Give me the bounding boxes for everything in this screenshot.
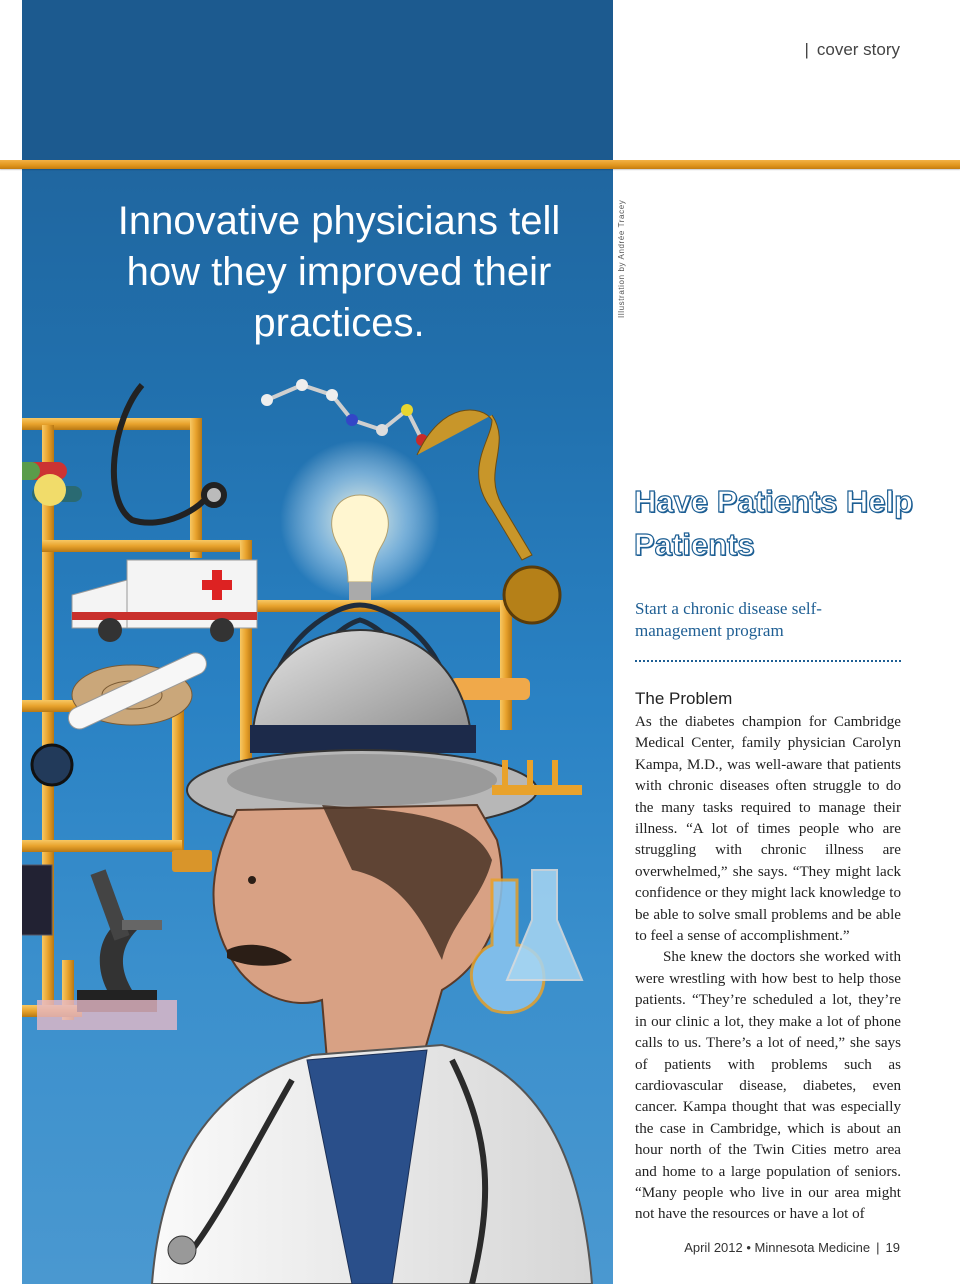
doctor-portrait	[152, 805, 592, 1284]
section-tag	[804, 40, 900, 60]
microscope	[37, 869, 177, 1030]
section-tag-label: cover story	[816, 40, 900, 59]
footer-separator: |	[876, 1240, 880, 1255]
article-body	[635, 712, 901, 1226]
section-heading-problem: The Problem	[635, 689, 733, 708]
page-number: 19	[885, 1240, 900, 1255]
article-subhead: Start a chronic disease self-management program	[635, 599, 822, 640]
orange-rule	[0, 160, 960, 169]
illustration-graphic	[22, 0, 613, 1284]
bowler-hat	[187, 630, 537, 830]
article-kicker: Have Patients Help Patients	[634, 484, 914, 562]
gear	[32, 745, 72, 785]
section-tag-bar: |	[804, 40, 809, 59]
ambulance	[72, 560, 257, 642]
light-bulb	[280, 440, 440, 600]
cover-illustration	[22, 0, 613, 1284]
body-paragraph: As the diabetes champion for Cambridge Medical Center, family physician Carolyn Kampa, M.D., was well-aware that patients with chronic diseases often struggle to do the many tasks required to manage their illness. “A lot of times people who are struggling with chronic illness are overwhelmed,” she says. “They might lack confidence or they might lack knowledge to be able to solve small problems and be able to feel a sense of accomplishment.”	[635, 714, 901, 945]
page-footer	[684, 1240, 900, 1255]
thermometer	[65, 649, 210, 732]
pill-capsules	[22, 462, 82, 506]
cover-headline: Innovative physicians tell how they improved their practices.	[117, 199, 561, 345]
dotted-divider	[635, 660, 901, 662]
illustration-credit: Illustration by Andrée Tracey	[617, 199, 626, 318]
xray-film	[22, 865, 52, 935]
molecule-model	[261, 379, 428, 446]
footer-issue: April 2012 • Minnesota Medicine	[684, 1240, 871, 1255]
body-paragraph: She knew the doctors she worked with were wrestling with how best to help those patients. “They’re scheduled a lot, they’re in our clinic a lot, they make a lot of phone calls to us. There’s a lot of need,” she says of patients with problems such as cardiovascular disease, diabetes, even cancer. Kampa thought that was especially the case in Cambridge, which is about an hour north of the Twin Cities metro area and home to a large population of seniors. “Many people who live in our area might not have the resources or have a lot of	[635, 949, 901, 1223]
stethoscope	[114, 385, 224, 523]
